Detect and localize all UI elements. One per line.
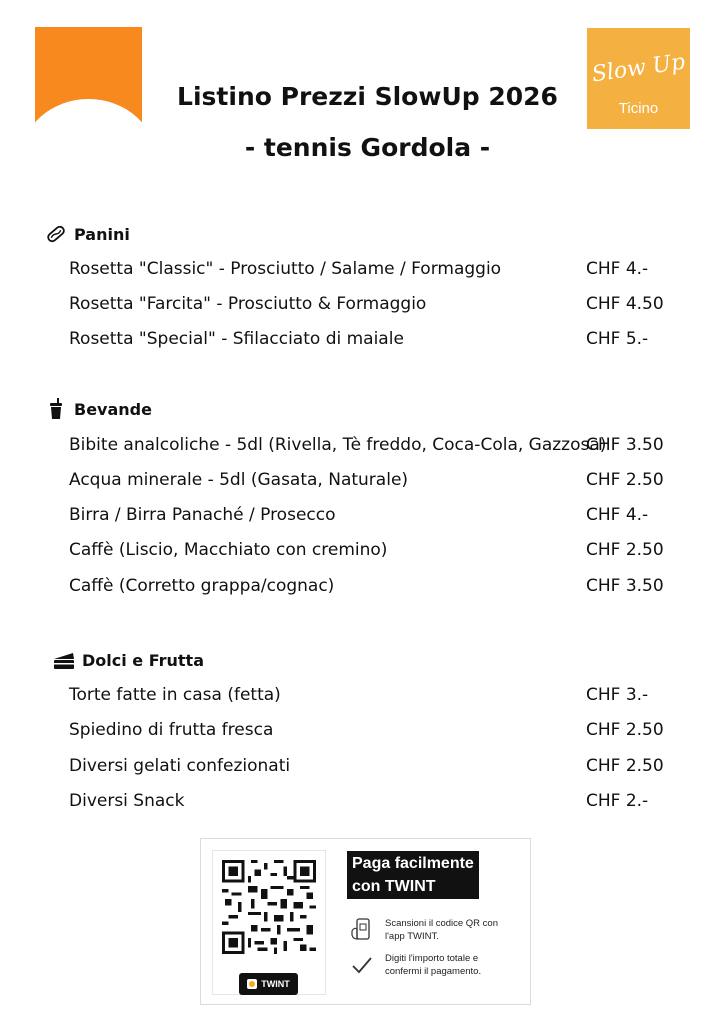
item-price: CHF 2.-: [586, 791, 649, 811]
item-name: Rosetta "Special" - Sfilacciato di maiale: [69, 329, 404, 349]
twint-payment-box: [200, 838, 531, 1005]
drink-cup-icon: [45, 398, 67, 420]
tennis-gordola-logo: [35, 27, 142, 179]
item-price: CHF 3.50: [586, 435, 664, 455]
slowup-ticino-logo: [587, 28, 690, 129]
item-price: CHF 4.-: [586, 505, 649, 525]
item-price: CHF 2.50: [586, 756, 664, 776]
twint-heading: [347, 851, 479, 899]
twint-logo-icon: [247, 979, 257, 989]
item-name: Bibite analcoliche - 5dl (Rivella, Tè freddo, Coca-Cola, Gazzosa): [69, 435, 607, 455]
section-header-dolci: [53, 649, 204, 671]
item-name: Rosetta "Classic" - Prosciutto / Salame / Formaggio: [69, 259, 502, 279]
qr-code[interactable]: [222, 860, 316, 954]
item-price: CHF 2.50: [586, 470, 664, 490]
item-price: CHF 5.-: [586, 329, 649, 349]
twint-step-scan: [349, 917, 515, 943]
item-name: Caffè (Corretto grappa/cognac): [69, 576, 335, 596]
section-header-panini: [45, 223, 130, 245]
logo-text-slowup: Slow Up: [590, 49, 687, 88]
twint-step-scan-text: Scansioni il codice QR con l'app TWINT.: [385, 918, 498, 942]
logo-text-ticino: Ticino: [618, 100, 659, 117]
phone-scan-icon: [349, 917, 375, 943]
item-price: CHF 3.50: [586, 576, 664, 596]
item-name: Diversi Snack: [69, 791, 185, 811]
twint-badge: [239, 973, 298, 995]
page-subtitle: - tennis Gordola -: [244, 133, 491, 162]
section-title-panini: Panini: [74, 224, 130, 244]
section-title-dolci: Dolci e Frutta: [82, 650, 204, 670]
item-price: CHF 2.50: [586, 720, 664, 740]
item-name: Diversi gelati confezionati: [69, 756, 291, 776]
twint-step-confirm-text: Digiti l'importo totale e confermi il pagamento.: [385, 953, 482, 977]
item-price: CHF 4.-: [586, 259, 649, 279]
page-title: Listino Prezzi SlowUp 2026: [177, 82, 558, 111]
item-price: CHF 3.-: [586, 685, 649, 705]
item-name: Torte fatte in casa (fetta): [69, 685, 281, 705]
item-name: Spiedino di frutta fresca: [69, 720, 274, 740]
item-price: CHF 4.50: [586, 294, 664, 314]
logo-text-tennis: tennis: [54, 124, 123, 151]
twint-heading-line1: Paga facilmente: [352, 855, 474, 872]
cake-slice-icon: [53, 649, 75, 671]
twint-heading-line2: con TWINT: [352, 878, 436, 895]
checkmark-icon: [349, 952, 375, 978]
qr-card: [212, 850, 326, 995]
section-header-bevande: [45, 398, 152, 420]
item-price: CHF 2.50: [586, 540, 664, 560]
item-name: Acqua minerale - 5dl (Gasata, Naturale): [69, 470, 409, 490]
item-name: Birra / Birra Panaché / Prosecco: [69, 505, 336, 525]
section-title-bevande: Bevande: [74, 399, 152, 419]
item-name: Caffè (Liscio, Macchiato con cremino): [69, 540, 388, 560]
twint-badge-label: TWINT: [261, 979, 290, 989]
logo-text-gordola: gordola: [55, 151, 122, 171]
hotdog-icon: [45, 223, 67, 245]
twint-step-confirm: [349, 952, 515, 978]
item-name: Rosetta "Farcita" - Prosciutto & Formaggio: [69, 294, 427, 314]
